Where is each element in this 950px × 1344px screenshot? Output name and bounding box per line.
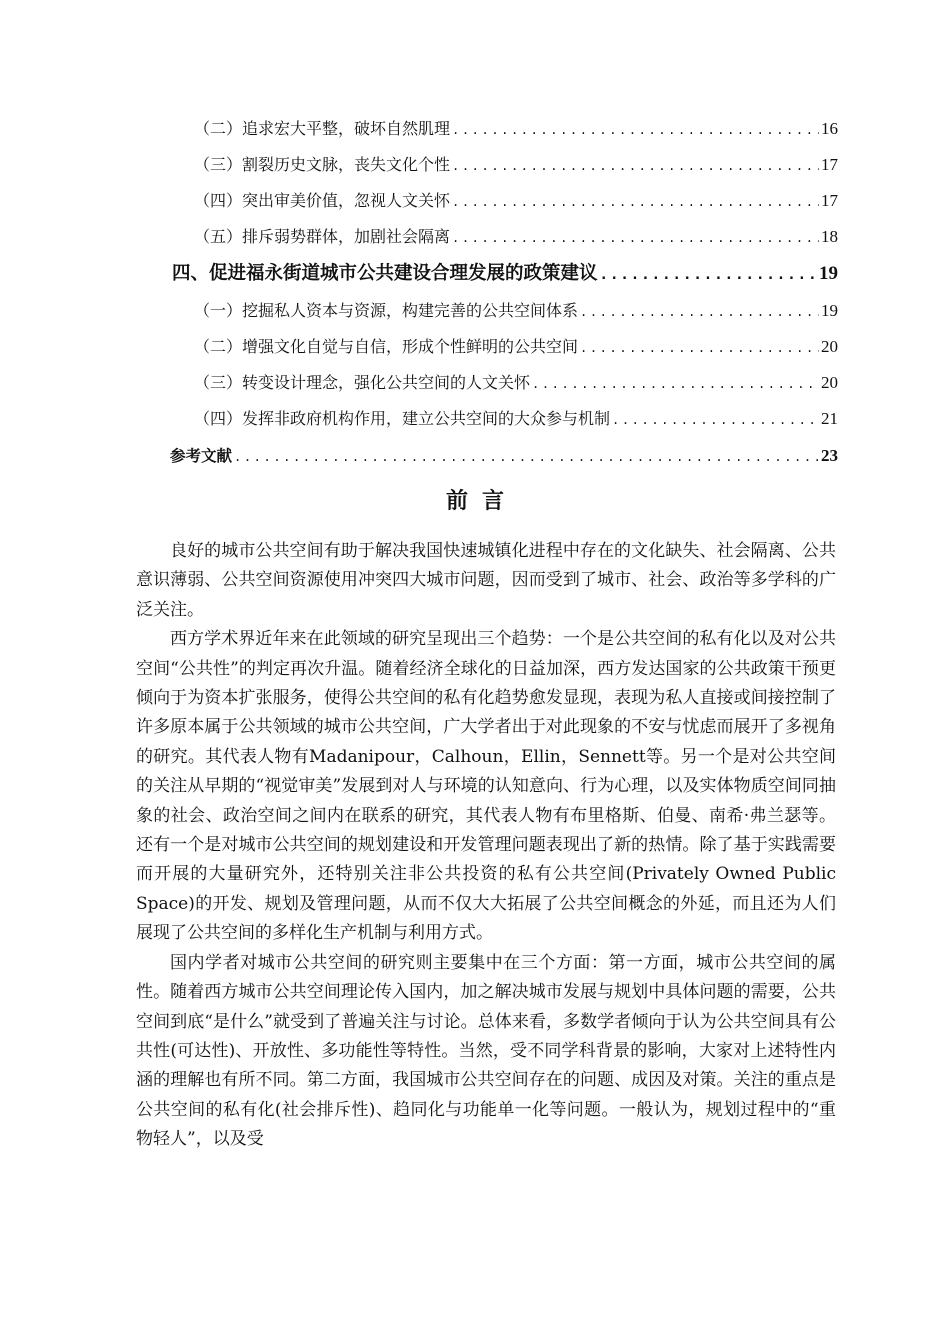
toc-leader-dots [234, 438, 819, 476]
toc-entry[interactable] [170, 183, 838, 219]
toc-entry-page: 17 [821, 191, 838, 210]
toc-entry-title: （三）割裂历史文脉，丧失文化个性 [194, 155, 451, 174]
preface-body [136, 537, 836, 1155]
toc-leader-dots [612, 402, 819, 438]
toc-leader-dots [580, 294, 819, 330]
section-heading-preface: 前言 [445, 488, 518, 514]
toc-leader-dots [452, 148, 819, 184]
body-paragraph: 良好的城市公共空间有助于解决我国快速城镇化进程中存在的文化缺失、社会隔离、公共意识薄弱、公共空间资源使用冲突四大城市问题，因而受到了城市、社会、政治等多学科的广泛关注。 [136, 541, 836, 620]
toc-leader-dots [452, 184, 819, 220]
toc-references-page: 23 [821, 446, 838, 465]
toc-entry-page: 21 [821, 409, 838, 428]
toc-entry-page: 20 [821, 373, 838, 392]
toc-entry[interactable] [170, 293, 838, 329]
toc-entry-page: 20 [821, 337, 838, 356]
toc-entry[interactable] [170, 329, 838, 365]
toc-leader-dots [600, 256, 817, 294]
toc-entry[interactable] [170, 365, 838, 401]
toc-entry-page: 17 [821, 155, 838, 174]
toc-leader-dots [452, 112, 819, 148]
toc-entry[interactable] [170, 219, 838, 255]
toc-entry-page: 19 [821, 301, 838, 320]
toc-leader-dots [452, 220, 819, 256]
body-paragraph: 西方学术界近年来在此领域的研究呈现出三个趋势：一个是公共空间的私有化以及对公共空间“公共性”的判定再次升温。随着经济全球化的日益加深，西方发达国家的公共政策干预更倾向于为资本扩张服务，使得公共空间的私有化趋势愈发显现，表现为私人直接或间接控制了许多原本属于公共领域的城市公共空间，广大学者出于对此现象的不安与忧虑而展开了多视角的研究。其代表人物有Madanipour，Calhoun，Ellin，Sennett等。另一个是对公共空间的关注从早期的“视觉审美”发展到对人与环境的认知意向、行为心理，以及实体物质空间同抽象的社会、政治空间之间内在联系的研究，其代表人物有布里格斯、伯曼、南希·弗兰瑟等。还有一个是对城市公共空间的规划建设和开发管理问题表现出了新的热情。除了基于实践需要而开展的大量研究外，还特别关注非公共投资的私有公共空间(Privately Owned Public Space)的开发、规划及管理问题，从而不仅大大拓展了公共空间概念的外延，而且还为人们展现了公共空间的多样化生产机制与利用方式。 [136, 629, 836, 944]
toc-entry-page: 18 [821, 227, 838, 246]
toc-references-entry[interactable] [170, 437, 838, 475]
toc-leader-dots [580, 330, 819, 366]
table-of-contents [170, 111, 838, 475]
toc-entry-title: （五）排斥弱势群体，加剧社会隔离 [194, 227, 451, 246]
toc-entry-title: （一）挖掘私人资本与资源，构建完善的公共空间体系 [194, 301, 579, 320]
toc-entry[interactable] [170, 401, 838, 437]
toc-references-title: 参考文献 [170, 446, 233, 465]
toc-entry-title: （三）转变设计理念，强化公共空间的人文关怀 [194, 373, 531, 392]
toc-chapter-entry[interactable] [170, 255, 838, 293]
toc-entry[interactable] [170, 111, 838, 147]
toc-entry-title: （二）增强文化自觉与自信，形成个性鲜明的公共空间 [194, 337, 579, 356]
toc-entry-title: （四）突出审美价值，忽视人文关怀 [194, 191, 451, 210]
toc-entry-page: 16 [821, 119, 838, 138]
toc-chapter-title: 四、促进福永街道城市公共建设合理发展的政策建议 [172, 263, 598, 284]
toc-chapter-page: 19 [819, 263, 838, 284]
toc-leader-dots [532, 366, 819, 402]
toc-entry-title: （二）追求宏大平整，破坏自然肌理 [194, 119, 451, 138]
toc-entry[interactable] [170, 147, 838, 183]
body-paragraph: 国内学者对城市公共空间的研究则主要集中在三个方面：第一方面，城市公共空间的属性。随着西方城市公共空间理论传入国内，加之解决城市发展与规划中具体问题的需要，公共空间到底“是什么”就受到了普遍关注与讨论。总体来看，多数学者倾向于认为公共空间具有公共性(可达性)、开放性、多功能性等特性。当然，受不同学科背景的影响，大家对上述特性内涵的理解也有所不同。第二方面，我国城市公共空间存在的问题、成因及对策。关注的重点是公共空间的私有化(社会排斥性)、趋同化与功能单一化等问题。一般认为，规划过程中的“重物轻人”，以及受 [136, 952, 836, 1150]
toc-entry-title: （四）发挥非政府机构作用，建立公共空间的大众参与机制 [194, 409, 611, 428]
